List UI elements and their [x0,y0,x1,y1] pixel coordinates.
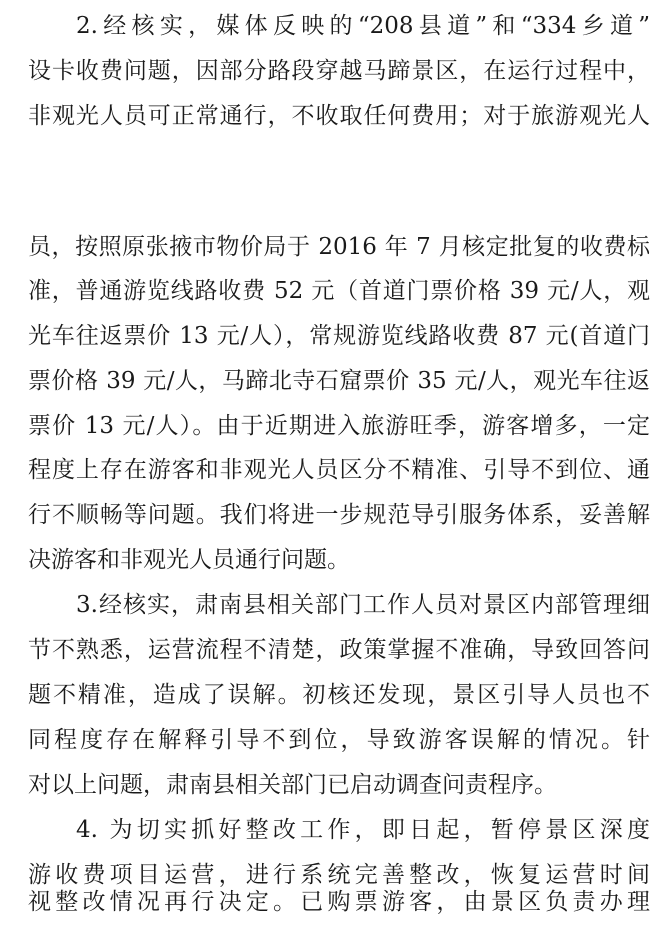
text-line: 题不精准，造成了误解。初核还发现，景区引导人员也不 [28,682,650,708]
text-line: 准，普通游览线路收费 52 元（首道门票价格 39 元/人，观 [28,278,650,304]
text-line: 3.经核实，肃南县相关部门工作人员对景区内部管理细 [76,592,650,618]
text-line: 游收费项目运营，进行系统完善整改，恢复运营时间 [28,862,650,888]
text-line: 4. 为切实抓好整改工作，即日起，暂停景区深度 [76,817,650,843]
text-line: 2.经核实，媒体反映的“208县道”和“334乡道” [76,13,650,39]
text-line: 视整改情况再行决定。已购票游客，由景区负责办理 [28,889,650,915]
text-line: 程度上存在游客和非观光人员区分不精准、引导不到位、通 [28,457,650,483]
text-line: 光车往返票价 13 元/人），常规游览线路收费 87 元(首道门 [28,323,650,349]
text-line: 决游客和非观光人员通行问题。 [28,547,350,573]
text-line: 设卡收费问题，因部分路段穿越马蹄景区，在运行过程中， [28,58,650,84]
text-line: 非观光人员可正常通行，不收取任何费用；对于旅游观光人 [28,103,650,129]
text-line: 同程度存在解释引导不到位，导致游客误解的情况。针 [28,727,650,753]
text-line: 对以上问题，肃南县相关部门已启动调查问责程序。 [28,772,557,798]
text-line: 节不熟悉，运营流程不清楚，政策掌握不准确，导致回答问 [28,637,650,663]
text-line: 票价格 39 元/人，马蹄北寺石窟票价 35 元/人，观光车往返 [28,368,650,394]
text-line: 票价 13 元/人）。由于近期进入旅游旺季，游客增多，一定 [28,413,650,439]
text-line: 员，按照原张掖市物价局于 2016 年 7 月核定批复的收费标 [28,234,650,260]
text-line: 行不顺畅等问题。我们将进一步规范导引服务体系，妥善解 [28,502,650,528]
